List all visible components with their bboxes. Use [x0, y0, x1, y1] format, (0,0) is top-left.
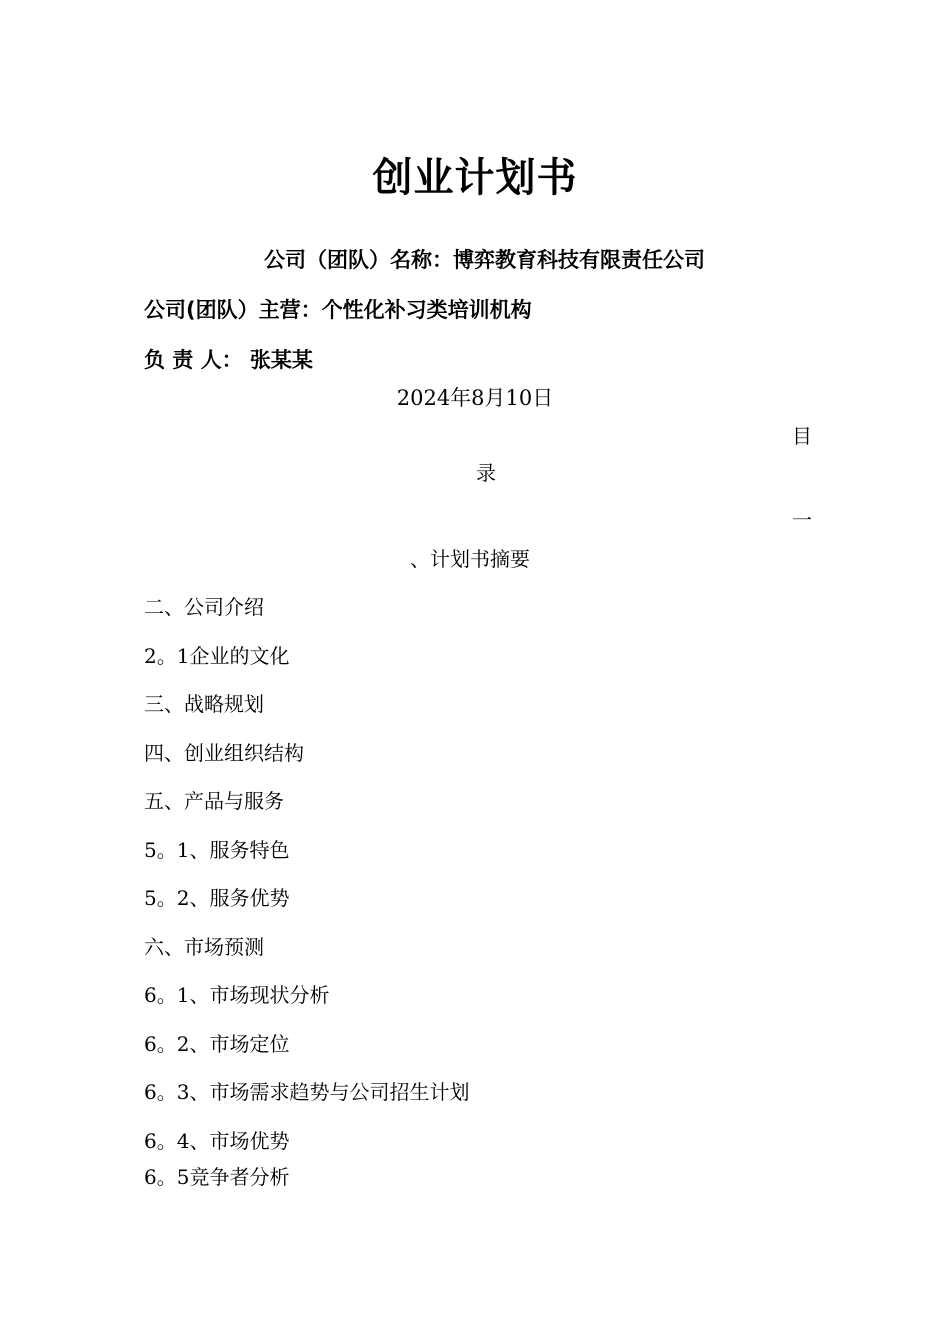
main-business-line: 公司(团队）主营：个性化补习类培训机构	[144, 298, 532, 322]
toc-item: 2。1企业的文化	[144, 644, 290, 668]
toc-item: 6。4、市场优势	[144, 1129, 290, 1153]
toc-item: 三、战略规划	[144, 692, 264, 716]
toc-item: 五、产品与服务	[144, 789, 284, 813]
toc-item: 6。3、市场需求趋势与公司招生计划	[144, 1080, 470, 1104]
toc-item: 四、创业组织结构	[144, 741, 304, 765]
toc-item: 二、公司介绍	[144, 595, 264, 619]
document-title: 创业计划书	[372, 155, 578, 201]
toc-item-1-text: 、计划书摘要	[410, 547, 530, 571]
toc-item: 六、市场预测	[144, 935, 264, 959]
toc-item: 5。1、服务特色	[144, 838, 290, 862]
toc-item: 5。2、服务优势	[144, 886, 290, 910]
toc-item: 6。2、市场定位	[144, 1032, 290, 1056]
toc-heading-char-lu: 录	[476, 461, 496, 485]
owner-line: 负 责 人： 张某某	[144, 348, 313, 372]
document-date: 2024年8月10日	[396, 386, 554, 410]
toc-item: 6。5竞争者分析	[144, 1165, 290, 1189]
toc-heading-char-mu: 目	[792, 424, 812, 448]
toc-item-1-number: 一	[792, 508, 812, 532]
company-name-line: 公司（团队）名称：博弈教育科技有限责任公司	[264, 248, 705, 272]
toc-item: 6。1、市场现状分析	[144, 983, 330, 1007]
